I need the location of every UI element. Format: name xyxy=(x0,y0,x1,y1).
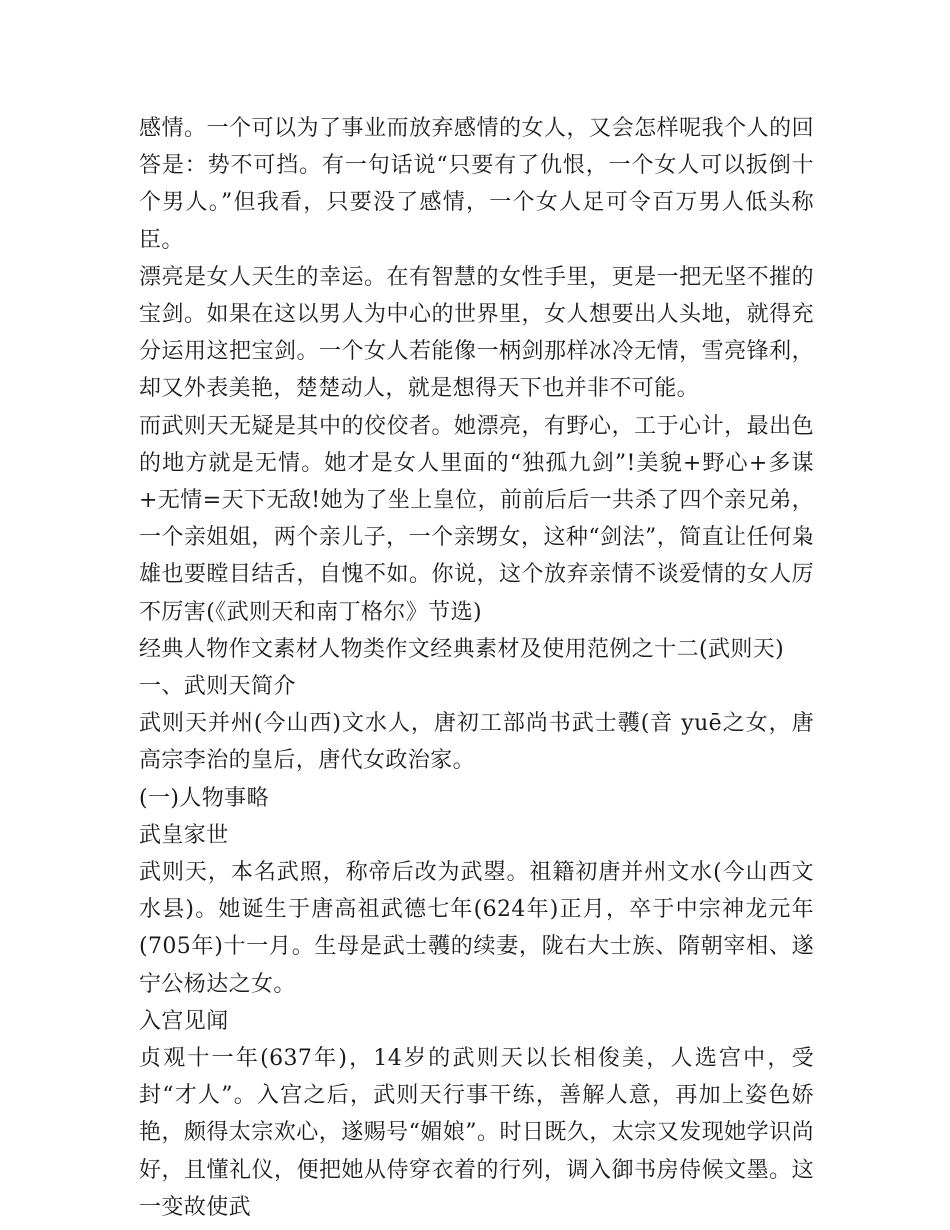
paragraph-origin: 武则天并州(今山西)文水人，唐初工部尚书武士彠(音 yuē之女，唐高宗李治的皇后，唐代女政治家。 xyxy=(139,711,814,774)
section-heading-introduction: 一、武则天简介 xyxy=(139,674,296,700)
section-heading-series-title: 经典人物作文素材人物类作文经典素材及使用范例之十二(武则天) xyxy=(139,636,785,662)
subheading-family: 武皇家世 xyxy=(139,822,229,848)
subheading-entering-palace: 入宫见闻 xyxy=(139,1008,229,1034)
paragraph-wu-zetian-outstanding: 而武则天无疑是其中的佼佼者。她漂亮，有野心，工于心计，最出色的地方就是无情。她才是女人里面的“独孤九剑”!美貌+野心+多谋+无情=天下无敌!她为了坐上皇位，前前后后一共杀了四个亲兄弟，一个亲姐姐，两个亲儿子，一个亲甥女，这种“剑法”，简直让任何枭雄也要瞠目结舌，自愧不如。你说，这个放弃亲情不谈爱情的女人厉不厉害(《武则天和南丁格尔》节选) xyxy=(139,413,814,625)
paragraph-family: 武则天，本名武照，称帝后改为武曌。祖籍初唐并州文水(今山西文水县)。她诞生于唐高祖武德七年(624年)正月，卒于中宗神龙元年(705年)十一月。生母是武士彠的续妻，陇右大士族、隋朝宰相、遂宁公杨达之女。 xyxy=(139,860,814,997)
paragraph-intro-emotion: 感情。一个可以为了事业而放弃感情的女人，又会怎样呢我个人的回答是：势不可挡。有一句话说“只要有了仇恨，一个女人可以扳倒十个男人。”但我看，只要没了感情，一个女人足可令百万男人低头称臣。 xyxy=(139,116,814,253)
section-heading-biography: (一)人物事略 xyxy=(139,785,269,811)
document-page xyxy=(139,110,814,1226)
paragraph-entering-palace: 贞观十一年(637年)，14岁的武则天以长相俊美，人选宫中，受封“才人”。入宫之后，武则天行事干练，善解人意，再加上姿色娇艳，颇得太宗欢心，遂赐号“媚娘”。时日既久，太宗又发现她学识尚好，且懂礼仪，便把她从侍穿衣着的行列，调入御书房侍候文墨。这一变故使武 xyxy=(139,1046,814,1220)
paragraph-beauty-sword: 漂亮是女人天生的幸运。在有智慧的女性手里，更是一把无坚不摧的宝剑。如果在这以男人为中心的世界里，女人想要出人头地，就得充分运用这把宝剑。一个女人若能像一柄剑那样冰冷无情，雪亮锋利，却又外表美艳，楚楚动人，就是想得天下也并非不可能。 xyxy=(139,264,814,402)
